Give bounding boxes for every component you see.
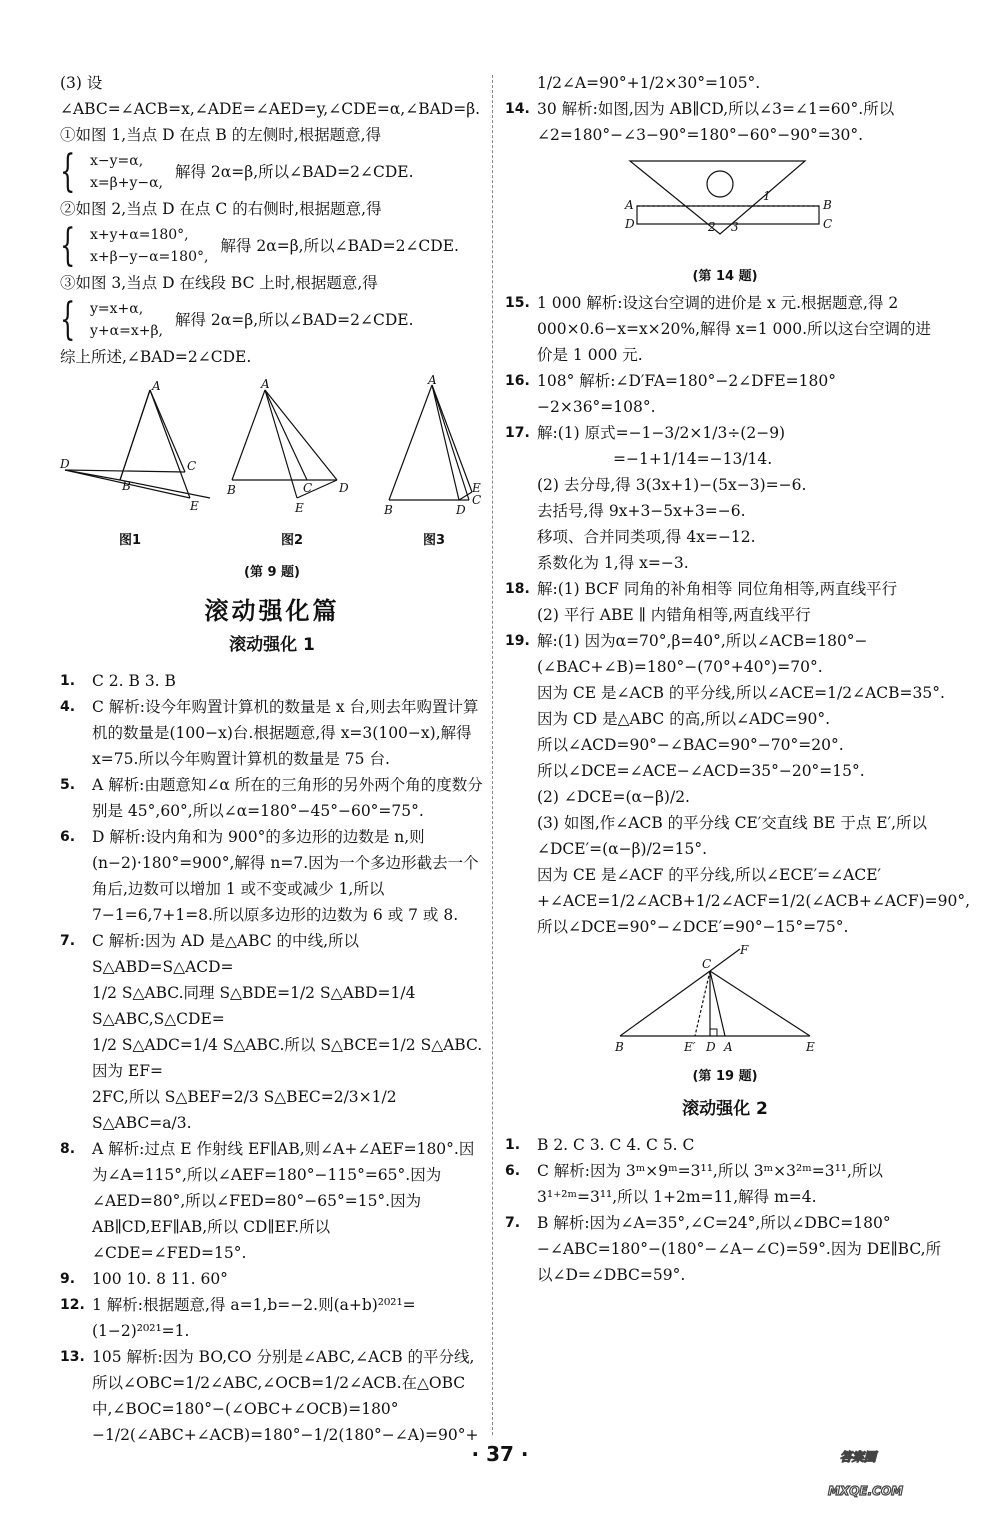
svg-text:C: C [472, 493, 482, 507]
q9-case2-system: { x+y+α=180°, x+β−y−α=180°, 解得 2α=β,所以∠BAD=2∠CDE. [60, 220, 459, 271]
q9-case1-system: { x−y=α, x=β+y−α, 解得 2α=β,所以∠BAD=2∠CDE. [60, 146, 414, 197]
section-title: 滚动强化篇 [204, 597, 340, 625]
svg-text:E: E [806, 1040, 815, 1054]
page-number: · 37 · [471, 1442, 529, 1466]
svg-text:A: A [724, 1040, 733, 1054]
svg-text:D: D [706, 1040, 716, 1054]
svg-text:C: C [303, 481, 313, 495]
svg-text:B: B [384, 503, 393, 517]
figure-2 [227, 377, 357, 554]
answer-13: 13. 105 解析:因为 BO,CO 分别是∠ABC,∠ACB 的平分线,所以∠OBC=1/2∠ABC,∠OCB=1/2∠ACB.在△OBC 中,∠BOC=180°−(∠OBC+∠OCB)=180°−1/2(∠ABC+∠ACB)=180°−1/2(180°−∠A)=90°+ [60, 1348, 479, 1444]
right-column [505, 70, 971, 1288]
q9-summary: 综上所述,∠BAD=2∠CDE. [60, 348, 252, 366]
fig3-label: 图3 [422, 533, 446, 548]
column-divider [492, 75, 493, 1435]
svg-text:B: B [823, 198, 832, 212]
answer-6: 6. D 解析:设内角和为 900°的多边形的边数是 n,则(n−2)·180°=900°,解得 n=7.因为一个多边形截去一个角后,边数可以增加 1 或不变或减少 1,所以7−1=6,7+1=8.所以原多边形的边数为 6 或 7 或 8. [60, 828, 479, 924]
answer-16: 16. 108° 解析:∠D′FA=180°−2∠DFE=180°−2×36°=108°. [505, 372, 836, 416]
left-column [60, 70, 484, 1448]
svg-text:B: B [122, 479, 131, 493]
fig19-caption: (第 19 题) [692, 1069, 758, 1084]
figure-3 [384, 373, 484, 554]
svg-text:E: E [472, 481, 481, 495]
answer-1: 1. C 2. B 3. B [60, 672, 176, 690]
answer-b6: 6. C 解析:因为 3ᵐ×9ᵐ=3¹¹,所以 3ᵐ×3²ᵐ=3¹¹,所以 3¹⁺²ᵐ=3¹¹,所以 1+2m=11,解得 m=4. [505, 1162, 883, 1206]
answer-14: 14. 30 解析:如图,因为 AB∥CD,所以∠3=∠1=60°.所以∠2=180°−∠3−90°=180°−60°−90°=30°. [505, 100, 895, 144]
set-square-figure [625, 156, 833, 256]
svg-text:3: 3 [731, 220, 739, 234]
answer-b7: 7. B 解析:因为∠A=35°,∠C=24°,所以∠DBC=180°−∠ABC=180°−(180°−∠A−∠C)=59°.因为 DE∥BC,所以∠D=∠DBC=59°. [505, 1214, 942, 1284]
q9-figure-caption: (第 9 题) [244, 565, 300, 580]
svg-text:E: E [190, 499, 199, 513]
figure-14 [505, 156, 945, 290]
q9-case1: ①如图 1,当点 D 在点 B 的左侧时,根据题意,得 [60, 126, 382, 144]
svg-text:A: A [428, 373, 437, 387]
svg-text:2: 2 [708, 220, 716, 234]
figure-1 [60, 380, 200, 554]
figure-19 [505, 943, 945, 1090]
svg-text:D: D [60, 457, 70, 471]
answer-8: 8. A 解析:过点 E 作射线 EF∥AB,则∠A+∠AEF=180°.因为∠A=115°,所以∠AEF=180°−115°=65°.因为∠AED=80°,所以∠FED=80°−65°=15°.因为 AB∥CD,EF∥AB,所以 CD∥EF.所以∠CDE=∠FED=15°. [60, 1140, 475, 1262]
triangle-figure-3 [384, 373, 484, 520]
svg-text:A: A [152, 379, 161, 393]
svg-text:F: F [740, 943, 749, 957]
triangle-figure-19 [610, 943, 840, 1056]
answer-19: 19. 解:(1) 因为α=70°,β=40°,所以∠ACB=180°−(∠BAC+∠B)=180°−(70°+40°)=70°. 因为 CE 是∠ACB 的平分线,所以∠ACE=1/2∠ACB=35°. 因为 CD 是△ABC 的高,所以∠ADC=90°. 所以∠ACD=90°−∠BAC=90°−70°=20°. 所以∠DCE=∠ACE−∠ACD=35°−20°=15°. (2) ∠DCE=(α−β)/2. (3) 如图,作∠ACB 的平分线 CE′交直线 BE 于点 E′,所以∠DCE′=(α−β)/2=15°. 因为 CE 是∠ACF 的平分线,所以∠ECE′=∠ACE′+∠ACE=1/2∠ACB+1/2∠ACF=1/2(∠ACB+∠ACF)=90°,所以∠DCE=90°−∠DCE′=90°−15°=75°. [505, 632, 971, 936]
svg-text:E′: E′ [684, 1040, 696, 1054]
answer-17: 17. 解:(1) 原式=−1−3/2×1/3÷(2−9) =−1+1/14=−13/14. (2) 去分母,得 3(3x+1)−(5x−3)=−6. 去括号,得 9x+3−5x+3=−6. 移项、合并同类项,得 4x=−12. 系数化为 1,得 x=−3. [505, 424, 807, 572]
svg-text:D: D [625, 217, 635, 231]
fig1-label: 图1 [118, 533, 142, 548]
svg-text:D: D [339, 481, 349, 495]
q9-case3: ③如图 3,当点 D 在线段 BC 上时,根据题意,得 [60, 274, 378, 292]
triangle-figure-2 [227, 377, 357, 520]
svg-text:答案圈: 答案圈 [840, 1450, 877, 1464]
triangle-figure-1 [60, 380, 200, 520]
answer-15: 15. 1 000 解析:设这台空调的进价是 x 元.根据题意,得 2 000×0.6−x=x×20%,解得 x=1 000.所以这台空调的进价是 1 000 元. [505, 294, 932, 364]
svg-text:C: C [702, 957, 712, 971]
q9-figures [60, 373, 484, 554]
svg-text:B: B [227, 483, 236, 497]
svg-text:1: 1 [763, 189, 771, 203]
watermark-logo [820, 1423, 980, 1503]
svg-text:MXQE.COM: MXQE.COM [828, 1484, 904, 1498]
svg-text:B: B [615, 1040, 624, 1054]
answer-18: 18. 解:(1) BCF 同角的补角相等 同位角相等,两直线平行 (2) 平行 ABE ∥ 内错角相等,两直线平行 [505, 580, 898, 624]
answer-7: 7. C 解析:因为 AD 是△ABC 的中线,所以 S△ABD=S△ACD= 1/2 S△ABC.同理 S△BDE=1/2 S△ABD=1/4 S△ABC,S△CDE= 1/2 S△ADC=1/4 S△ABC.所以 S△BCE=1/2 S△ABC.因为 EF= 2FC,所以 S△BEF=2/3 S△BEC=2/3×1/2 S△ABC=a/3. [60, 932, 483, 1132]
answer-4: 4. C 解析:设今年购置计算机的数量是 x 台,则去年购置计算机的数量是(100−x)台.根据题意,得 x=3(100−x),解得 x=75.所以今年购置计算机的数量是 75 台. [60, 698, 479, 768]
subsection-title-1: 滚动强化 1 [229, 635, 315, 655]
answer-13-continued: 1/2∠A=90°+1/2×30°=105°. [537, 74, 761, 92]
q9-case3-system: { y=x+α, y+α=x+β, 解得 2α=β,所以∠BAD=2∠CDE. [60, 294, 414, 345]
fig14-caption: (第 14 题) [692, 269, 758, 284]
answer-b1: 1. B 2. C 3. C 4. C 5. C [505, 1136, 695, 1154]
svg-text:A: A [261, 377, 270, 391]
q9-case2: ②如图 2,当点 D 在点 C 的右侧时,根据题意,得 [60, 200, 382, 218]
answer-12: 12. 1 解析:根据题意,得 a=1,b=−2.则(a+b)²⁰²¹=(1−2)²⁰²¹=1. [60, 1296, 416, 1340]
answer-5: 5. A 解析:由题意知∠α 所在的三角形的另外两个角的度数分别是 45°,60°,所以∠α=180°−45°−60°=75°. [60, 776, 483, 820]
svg-text:C: C [823, 217, 833, 231]
fig2-label: 图2 [280, 533, 304, 548]
svg-text:C: C [187, 459, 197, 473]
svg-text:A: A [625, 198, 634, 212]
subsection-title-2: 滚动强化 2 [682, 1099, 768, 1119]
svg-text:D: D [456, 503, 466, 517]
q9-intro: (3) 设∠ABC=∠ACB=x,∠ADE=∠AED=y,∠CDE=α,∠BAD=β. [60, 74, 481, 118]
svg-text:E: E [295, 501, 304, 515]
answer-9: 9. 100 10. 8 11. 60° [60, 1270, 228, 1288]
